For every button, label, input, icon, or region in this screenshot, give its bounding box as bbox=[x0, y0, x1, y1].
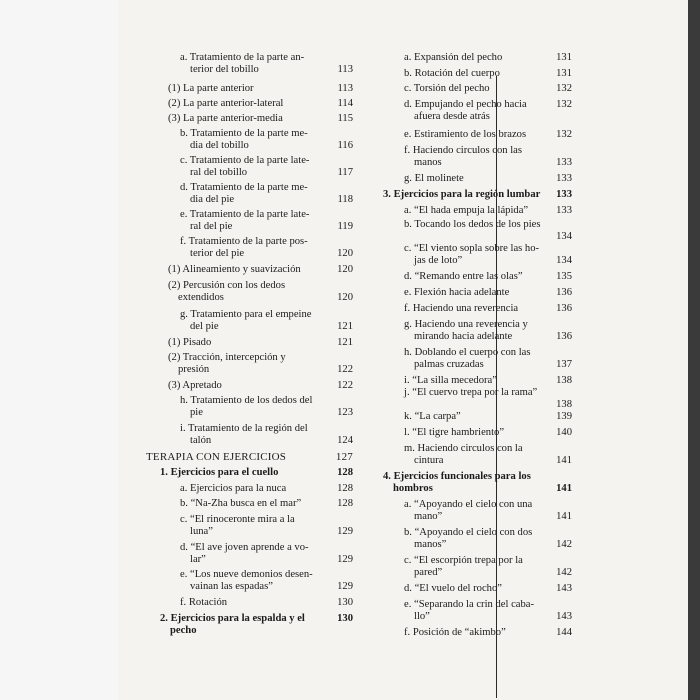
toc-page-number: 142 bbox=[556, 539, 572, 551]
toc-entry-title: d. “El vuelo del rocho” bbox=[404, 583, 502, 594]
left-toc-entry bbox=[168, 380, 353, 392]
left-toc-entry bbox=[180, 395, 353, 420]
toc-entry-title: b. “Apoyando el cielo con dos manos” bbox=[404, 527, 533, 551]
toc-page-number: 133 bbox=[556, 173, 572, 184]
toc-entry-title: c. “El viento sopla sobre las ho- jas de loto” bbox=[404, 243, 540, 267]
left-toc-entry bbox=[168, 83, 353, 95]
toc-page-number: 124 bbox=[337, 435, 353, 447]
toc-page-number: 127 bbox=[335, 451, 353, 463]
toc-entry-title: e. Tratamiento de la parte late- ral del pie bbox=[180, 209, 310, 233]
toc-page-number: 117 bbox=[337, 167, 353, 179]
toc-page-number: 113 bbox=[337, 83, 353, 94]
left-toc-entry bbox=[180, 423, 353, 448]
toc-entry-title: a. Expansión del pecho bbox=[404, 52, 503, 63]
left-toc-entry bbox=[180, 542, 353, 567]
left-toc-entry bbox=[146, 451, 353, 463]
toc-entry-title: (1) Pisado bbox=[168, 337, 212, 348]
toc-entry-title: i. Tratamiento de la región del talón bbox=[180, 423, 308, 447]
toc-entry-title: (1) Alineamiento y suavización bbox=[168, 264, 301, 275]
toc-page-number: 133 bbox=[556, 189, 572, 200]
toc-page-number: 118 bbox=[337, 194, 353, 206]
left-toc-entry bbox=[180, 236, 353, 261]
toc-entry-title: b. Tocando los dedos de los pies bbox=[404, 219, 541, 230]
left-toc-entry bbox=[180, 209, 353, 234]
right-toc-entry bbox=[383, 189, 572, 201]
toc-page-number: 132 bbox=[556, 129, 572, 140]
toc-page-number: 121 bbox=[337, 321, 353, 333]
right-toc-entry bbox=[404, 68, 572, 80]
right-toc-entry bbox=[383, 471, 572, 496]
toc-entry-title: b. “Na-Zha busca en el mar” bbox=[180, 498, 302, 509]
right-toc-entry bbox=[404, 243, 572, 268]
left-toc-entry bbox=[180, 309, 353, 334]
right-toc-entry bbox=[404, 375, 572, 387]
toc-page-number: 136 bbox=[556, 303, 572, 314]
toc-entry-title: e. “Los nueve demonios desen- vainan las espadas” bbox=[180, 569, 313, 593]
toc-page-number: 120 bbox=[337, 248, 353, 260]
toc-entry-title: h. Doblando el cuerpo con las palmas cruzadas bbox=[404, 347, 531, 371]
toc-entry-title: 4. Ejercicios funcionales para los hombros bbox=[383, 471, 531, 495]
right-toc-entry bbox=[404, 83, 572, 95]
toc-entry-title: c. Tratamiento de la parte late- ral del tobillo bbox=[180, 155, 310, 179]
right-toc-entry bbox=[404, 627, 572, 639]
left-toc-entry bbox=[168, 280, 353, 305]
toc-entry-title: d. Empujando el pecho hacia afuera desde atrás bbox=[404, 99, 527, 123]
toc-page-number: 137 bbox=[556, 359, 572, 371]
right-toc-entry bbox=[404, 387, 572, 412]
toc-page-number: 134 bbox=[556, 231, 572, 243]
toc-page-number: 120 bbox=[337, 264, 353, 275]
toc-entry-title: g. Haciendo una reverencia y mirando hacia adelante bbox=[404, 319, 528, 343]
toc-page-number: 135 bbox=[556, 271, 572, 282]
toc-page-number: 141 bbox=[556, 455, 572, 467]
toc-entry-title: 3. Ejercicios para la región lumbar bbox=[383, 189, 541, 200]
toc-entry-title: f. Posición de “akimbo” bbox=[404, 627, 506, 638]
left-toc-entry bbox=[180, 128, 353, 153]
toc-entry-title: c. “El rinoceronte mira a la luna” bbox=[180, 514, 295, 538]
left-toc-entry bbox=[180, 514, 353, 539]
right-toc-entry bbox=[404, 319, 572, 344]
toc-entry-title: j. “El cuervo trepa por la rama” bbox=[404, 387, 538, 398]
toc-page-number: 136 bbox=[556, 287, 572, 298]
toc-page-number: 132 bbox=[556, 83, 572, 94]
right-toc-entry bbox=[404, 527, 572, 552]
toc-entry-title: c. “El escorpión trepa por la pared” bbox=[404, 555, 523, 579]
toc-entry-title: a. “El hada empuja la lápida” bbox=[404, 205, 529, 216]
toc-entry-title: (2) Percusión con los dedos extendidos bbox=[168, 280, 286, 304]
toc-entry-title: g. Tratamiento para el empeine del pie bbox=[180, 309, 312, 333]
toc-entry-title: e. Estiramiento de los brazos bbox=[404, 129, 527, 140]
toc-page-number: 138 bbox=[556, 399, 572, 411]
toc-page-number: 121 bbox=[337, 337, 353, 348]
left-toc-entry bbox=[168, 264, 353, 276]
left-toc-entry bbox=[180, 597, 353, 609]
left-toc-entry bbox=[180, 498, 353, 510]
toc-page-number: 141 bbox=[556, 483, 572, 495]
toc-page-number: 136 bbox=[556, 331, 572, 343]
scan-margin bbox=[0, 0, 118, 700]
right-toc-entry bbox=[404, 99, 572, 124]
left-toc-entry bbox=[168, 352, 353, 377]
toc-entry-title: f. Haciendo circulos con las manos bbox=[404, 145, 522, 169]
toc-page-number: 128 bbox=[337, 467, 353, 478]
toc-page-number: 133 bbox=[556, 205, 572, 216]
right-toc-entry bbox=[404, 427, 572, 439]
toc-entry-title: c. Torsión del pecho bbox=[404, 83, 490, 94]
toc-page-number: 122 bbox=[337, 380, 353, 391]
left-toc-entry bbox=[180, 182, 353, 207]
left-toc-entry bbox=[160, 613, 353, 638]
toc-entry-title: d. “El ave joven aprende a vo- lar” bbox=[180, 542, 309, 566]
left-toc-entry bbox=[180, 52, 353, 77]
right-toc-entry bbox=[404, 145, 572, 170]
toc-page-number: 129 bbox=[337, 526, 353, 538]
toc-page-number: 142 bbox=[556, 567, 572, 579]
toc-entry-title: e. “Separando la crin del caba- llo” bbox=[404, 599, 534, 623]
toc-page-number: 119 bbox=[337, 221, 353, 233]
toc-page-number: 122 bbox=[337, 364, 353, 376]
toc-page-number: 140 bbox=[556, 427, 572, 438]
right-toc-entry bbox=[404, 599, 572, 624]
toc-entry-title: f. Tratamiento de la parte pos- terior del pie bbox=[180, 236, 308, 260]
right-toc-entry bbox=[404, 583, 572, 595]
left-toc-entry bbox=[160, 467, 353, 479]
toc-entry-title: b. Rotación del cuerpo bbox=[404, 68, 500, 79]
left-toc-entry bbox=[180, 155, 353, 180]
toc-entry-title: a. Tratamiento de la parte an- terior del tobillo bbox=[180, 52, 305, 76]
toc-entry-title: m. Haciendo circulos con la cintura bbox=[404, 443, 523, 467]
toc-page-number: 115 bbox=[337, 113, 353, 124]
toc-entry-title: f. Haciendo una reverencia bbox=[404, 303, 519, 314]
toc-entry-title: (3) La parte anterior-media bbox=[168, 113, 283, 124]
toc-entry-title: d. Tratamiento de la parte me- dia del pie bbox=[180, 182, 308, 206]
toc-entry-title: TERAPIA CON EJERCICIOS bbox=[146, 451, 287, 463]
right-toc-entry bbox=[404, 555, 572, 580]
toc-page-number: 143 bbox=[556, 611, 572, 623]
toc-entry-title: i. “La silla mecedora” bbox=[404, 375, 497, 386]
toc-entry-title: g. El molinete bbox=[404, 173, 464, 184]
toc-page-number: 130 bbox=[337, 613, 353, 624]
toc-entry-title: a. Ejercicios para la nuca bbox=[180, 483, 287, 494]
right-toc-entry bbox=[404, 52, 572, 64]
right-toc-entry bbox=[404, 443, 572, 468]
right-toc-entry bbox=[404, 173, 572, 185]
toc-entry-title: b. Tratamiento de la parte me- dia del tobillo bbox=[180, 128, 308, 152]
toc-page-number: 116 bbox=[337, 140, 353, 152]
toc-entry-title: k. “La carpa” bbox=[404, 411, 461, 422]
toc-page-number: 132 bbox=[556, 99, 572, 110]
right-toc-entry bbox=[404, 347, 572, 372]
toc-page-number: 144 bbox=[556, 627, 572, 638]
toc-entry-title: f. Rotación bbox=[180, 597, 228, 608]
right-toc-entry bbox=[404, 129, 572, 141]
toc-entry-title: 1. Ejercicios para el cuello bbox=[160, 467, 279, 478]
left-toc-entry bbox=[168, 113, 353, 125]
toc-page-number: 113 bbox=[337, 64, 353, 76]
right-toc-entry bbox=[404, 205, 572, 217]
left-toc-entry bbox=[180, 483, 353, 495]
left-toc-entry bbox=[168, 337, 353, 349]
left-toc-entry bbox=[168, 98, 353, 110]
toc-entry-title: e. Flexión hacia adelante bbox=[404, 287, 510, 298]
toc-entry-title: (1) La parte anterior bbox=[168, 83, 254, 94]
toc-page-number: 114 bbox=[337, 98, 353, 109]
toc-page-number: 128 bbox=[337, 498, 353, 509]
toc-page-number: 123 bbox=[337, 407, 353, 419]
left-toc-entry bbox=[180, 569, 353, 594]
toc-entry-title: 2. Ejercicios para la espalda y el pecho bbox=[160, 613, 305, 637]
right-toc-entry bbox=[404, 271, 572, 283]
toc-page-number: 129 bbox=[337, 581, 353, 593]
toc-page-number: 143 bbox=[556, 583, 572, 594]
toc-page-number: 133 bbox=[556, 157, 572, 169]
toc-page-number: 120 bbox=[337, 292, 353, 304]
toc-entry-title: (2) La parte anterior-lateral bbox=[168, 98, 284, 109]
right-toc-entry bbox=[404, 287, 572, 299]
toc-entry-title: (3) Apretado bbox=[168, 380, 222, 391]
toc-entry-title: d. “Remando entre las olas” bbox=[404, 271, 523, 282]
toc-page-number: 131 bbox=[556, 52, 572, 63]
toc-page-number: 139 bbox=[556, 411, 572, 422]
right-toc-entry bbox=[404, 411, 572, 423]
toc-entry-title: a. “Apoyando el cielo con una mano” bbox=[404, 499, 533, 523]
right-toc-entry bbox=[404, 499, 572, 524]
toc-page-number: 138 bbox=[556, 375, 572, 386]
toc-page-number: 131 bbox=[556, 68, 572, 79]
toc-page-number: 141 bbox=[556, 511, 572, 523]
toc-entry-title: l. “El tigre hambriento” bbox=[404, 427, 505, 438]
right-toc-entry bbox=[404, 303, 572, 315]
toc-page-number: 129 bbox=[337, 554, 353, 566]
right-toc-entry bbox=[404, 219, 572, 244]
toc-page-number: 128 bbox=[337, 483, 353, 494]
toc-entry-title: (2) Tracción, intercepción y presión bbox=[168, 352, 286, 376]
toc-page-number: 130 bbox=[337, 597, 353, 608]
toc-entry-title: h. Tratamiento de los dedos del pie bbox=[180, 395, 313, 419]
toc-page-number: 134 bbox=[556, 255, 572, 267]
